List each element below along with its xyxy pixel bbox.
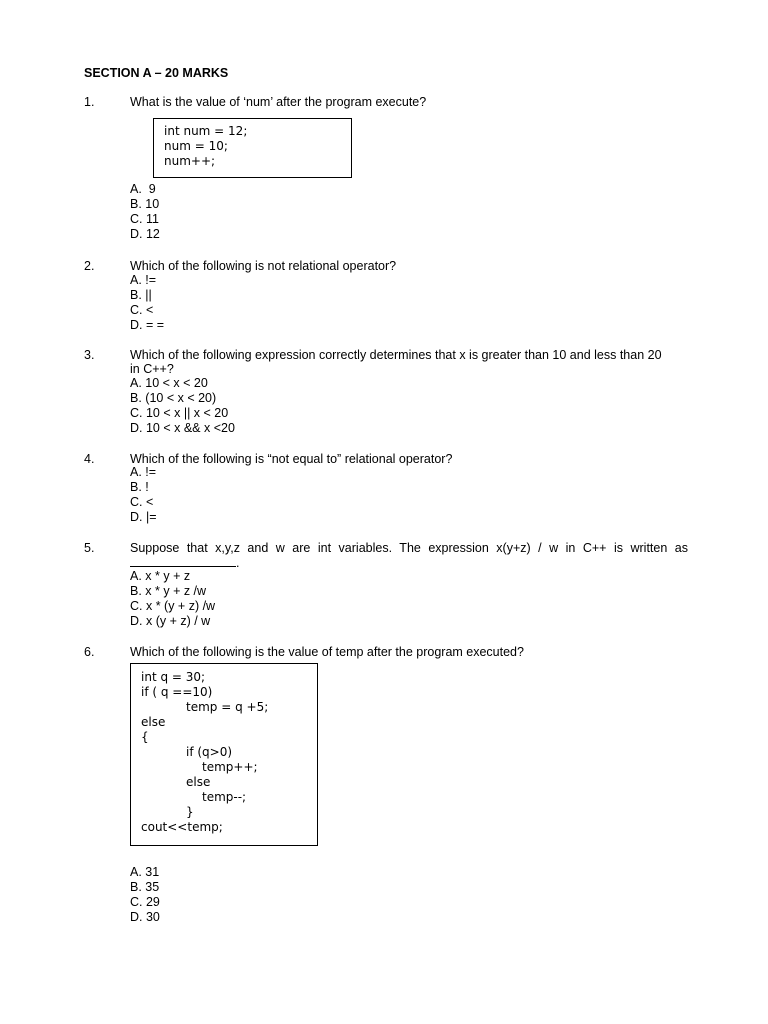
code-line: temp = q +5;: [186, 700, 269, 714]
code-box-1: [153, 118, 352, 178]
option-b: B. (10 < x < 20): [130, 391, 217, 405]
options-5: [130, 569, 215, 629]
option-b: B. ||: [130, 288, 152, 302]
options-6: [130, 865, 160, 925]
code-line: num = 10;: [164, 139, 228, 153]
blank-period: .: [236, 556, 240, 570]
option-a: A. !=: [130, 465, 157, 479]
question-text: What is the value of ‘num’ after the program execute?: [130, 95, 427, 109]
code-line: else: [186, 775, 211, 789]
code-line: if (q>0): [186, 745, 233, 759]
question-text: Which of the following is “not equal to” relational operator?: [130, 452, 453, 466]
option-d: D. = =: [130, 318, 165, 332]
options-3: [130, 376, 235, 436]
question-number: 6.: [84, 645, 95, 659]
code-box-6: [130, 663, 318, 846]
question-text: [130, 348, 688, 376]
question-text: Which of the following is the value of temp after the program executed?: [130, 645, 524, 659]
option-b: B. !: [130, 480, 149, 494]
options-4: [130, 465, 157, 525]
option-a: A. 31: [130, 865, 160, 879]
option-c: C. <: [130, 303, 154, 317]
code-line: {: [141, 730, 149, 744]
option-b: B. 35: [130, 880, 160, 894]
section-heading: SECTION A – 20 MARKS: [84, 66, 229, 80]
option-a: A. !=: [130, 273, 157, 287]
code-line: temp++;: [202, 760, 258, 774]
option-d: D. 30: [130, 910, 160, 924]
question-text: Suppose that x,y,z and w are int variables. The expression x(y+z) / w in C++ is written as: [130, 541, 688, 555]
question-text-blank-line: [130, 555, 688, 570]
option-d: D. 10 < x && x <20: [130, 421, 235, 435]
question-number: 5.: [84, 541, 95, 555]
code-line: else: [141, 715, 166, 729]
question-number: 3.: [84, 348, 95, 362]
option-c: C. 11: [130, 212, 159, 226]
code-line: int num = 12;: [164, 124, 248, 138]
option-a: A. x * y + z: [130, 569, 191, 583]
options-2: [130, 273, 164, 333]
option-d: D. |=: [130, 510, 157, 524]
code-line: num++;: [164, 154, 216, 168]
question-text-line: Which of the following expression correctly determines that x is greater than 10 and less than 20: [130, 348, 662, 362]
question-text-line: in C++?: [130, 362, 174, 376]
code-line: int q = 30;: [141, 670, 206, 684]
question-text: Which of the following is not relational operator?: [130, 259, 397, 273]
option-d: D. 12: [130, 227, 160, 241]
option-c: C. <: [130, 495, 154, 509]
option-d: D. x (y + z) / w: [130, 614, 211, 628]
option-c: C. x * (y + z) /w: [130, 599, 216, 613]
option-a: A. 10 < x < 20: [130, 376, 208, 390]
code-line: if ( q ==10): [141, 685, 213, 699]
option-b: B. 10: [130, 197, 160, 211]
question-number: 2.: [84, 259, 95, 273]
option-b: B. x * y + z /w: [130, 584, 207, 598]
answer-blank: [130, 555, 236, 567]
question-number: 4.: [84, 452, 95, 466]
options-1: [130, 182, 160, 242]
question-number: 1.: [84, 95, 95, 109]
code-line: cout<<temp;: [141, 820, 223, 834]
code-line: temp--;: [202, 790, 247, 804]
option-a: A. 9: [130, 182, 156, 196]
option-c: C. 10 < x || x < 20: [130, 406, 229, 420]
code-line: }: [186, 805, 194, 819]
option-c: C. 29: [130, 895, 160, 909]
